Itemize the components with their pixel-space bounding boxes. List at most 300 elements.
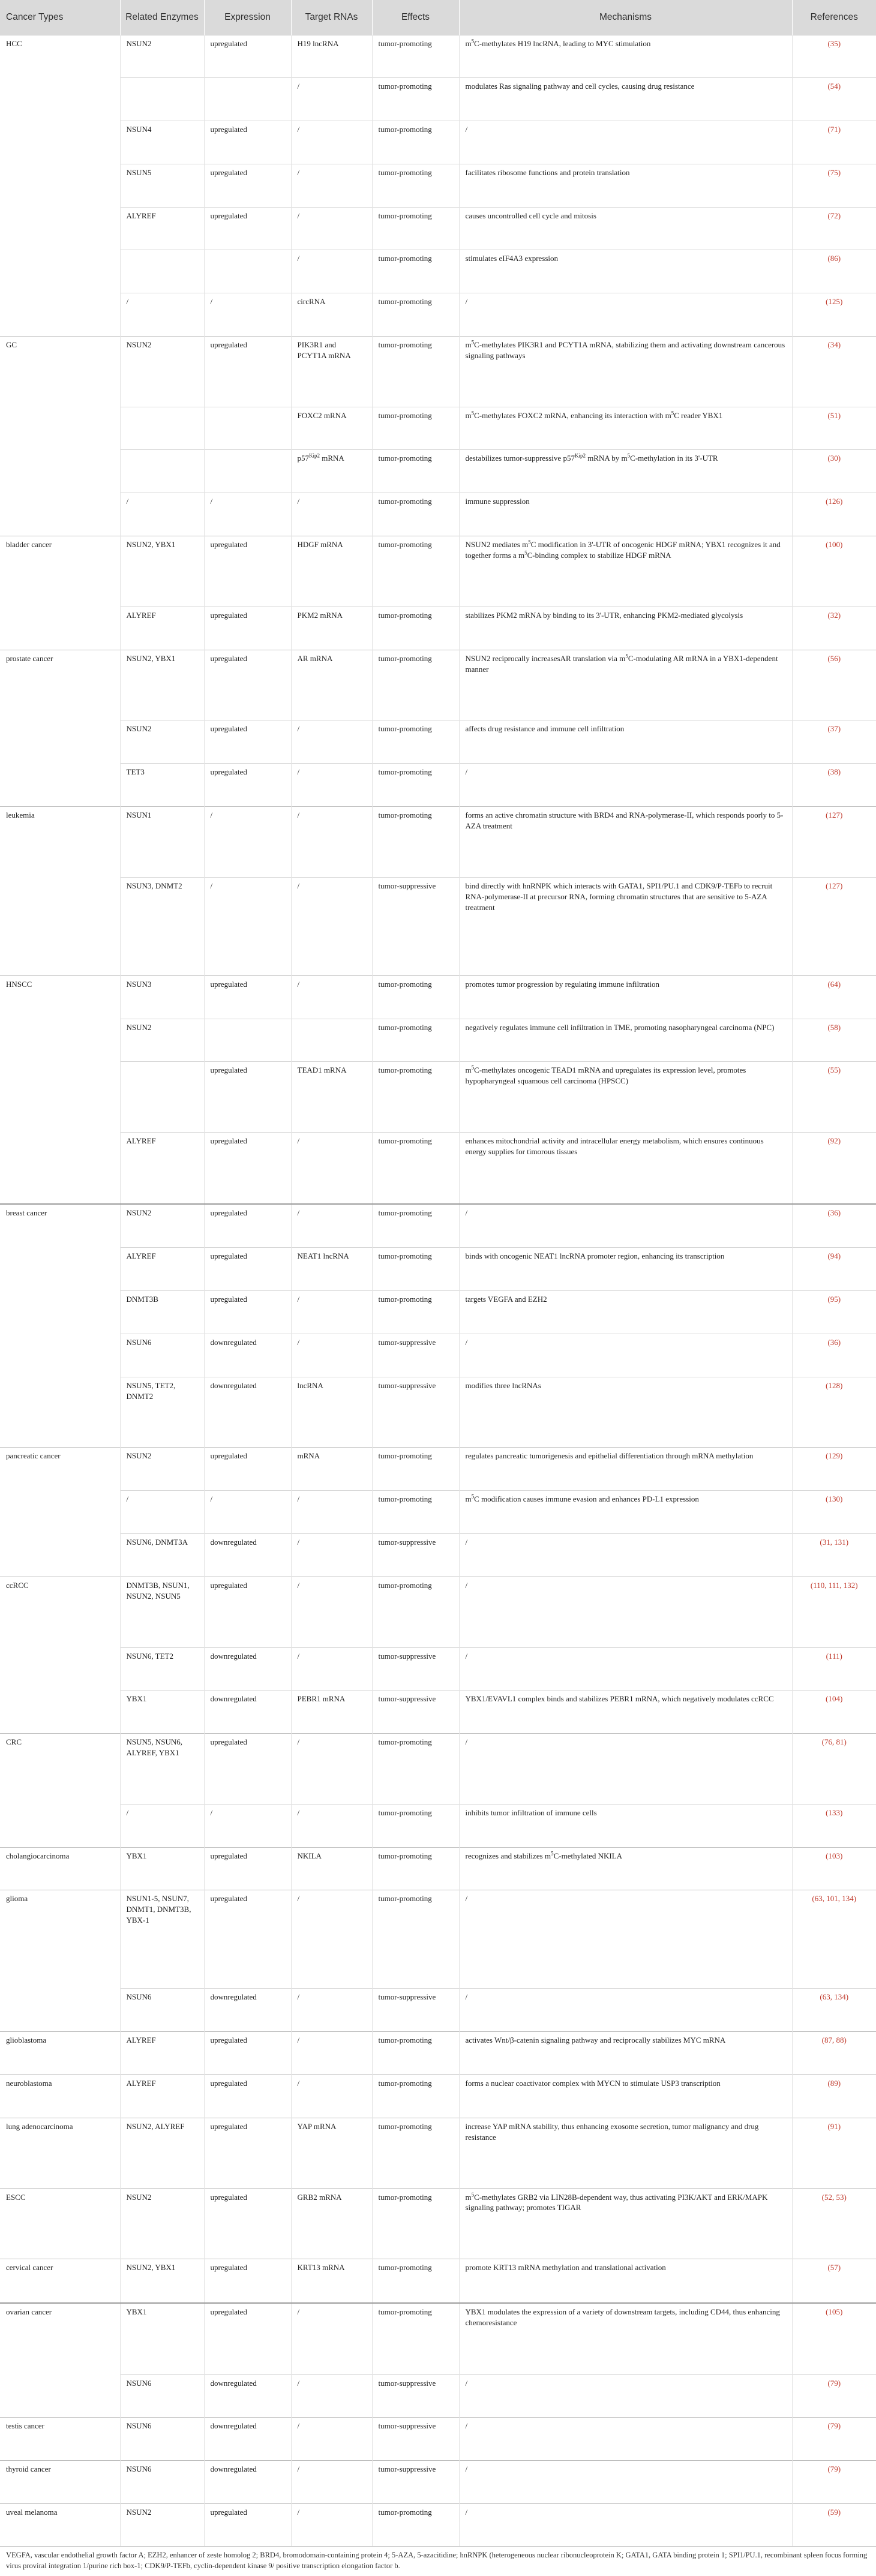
cell-references[interactable]: (94): [792, 1248, 876, 1291]
cell-expression: upregulated: [204, 764, 291, 807]
cell-target-rnas: /: [291, 2074, 372, 2118]
cell-target-rnas: NKILA: [291, 1847, 372, 1890]
cell-cancer-type: cholangiocarcinoma: [0, 1847, 120, 1890]
cell-related-enzymes: [120, 1062, 204, 1133]
cell-effects: tumor-promoting: [372, 207, 459, 250]
cell-target-rnas: /: [291, 1647, 372, 1691]
table-row: [0, 1204, 876, 1248]
cell-expression: upregulated: [204, 975, 291, 1019]
cell-references[interactable]: (79): [792, 2418, 876, 2461]
cell-related-enzymes: TET3: [120, 764, 204, 807]
table-row: [0, 1448, 876, 1491]
cell-mechanisms: /: [459, 764, 792, 807]
cell-expression: upregulated: [204, 1248, 291, 1291]
cell-mechanisms: /: [459, 2461, 792, 2504]
cell-expression: upregulated: [204, 1291, 291, 1334]
cell-references[interactable]: (128): [792, 1377, 876, 1448]
cell-mechanisms: binds with oncogenic NEAT1 lncRNA promoter region, enhancing its transcription: [459, 1248, 792, 1291]
cell-related-enzymes: ALYREF: [120, 1133, 204, 1204]
cell-target-rnas: /: [291, 1204, 372, 1248]
cell-effects: tumor-promoting: [372, 1133, 459, 1204]
cell-target-rnas: [291, 1019, 372, 1062]
cell-expression: upregulated: [204, 607, 291, 650]
cell-target-rnas: /: [291, 1133, 372, 1204]
cell-expression: upregulated: [204, 1890, 291, 1989]
table-row: [0, 207, 876, 250]
table-row: [0, 1062, 876, 1133]
table-row: [0, 1248, 876, 1291]
cell-expression: [204, 450, 291, 493]
cell-references[interactable]: (72): [792, 207, 876, 250]
cell-references[interactable]: (38): [792, 764, 876, 807]
cell-references[interactable]: (36): [792, 1204, 876, 1248]
col-header-target-rnas: Target RNAs: [291, 0, 372, 35]
cell-related-enzymes: [120, 250, 204, 293]
table-row: [0, 1291, 876, 1334]
cell-related-enzymes: ALYREF: [120, 2032, 204, 2075]
cell-references[interactable]: (34): [792, 336, 876, 407]
table-row: [0, 650, 876, 720]
cell-cancer-type: breast cancer: [0, 1204, 120, 1448]
table-row: [0, 2032, 876, 2075]
cell-expression: upregulated: [204, 1847, 291, 1890]
cell-target-rnas: /: [291, 2374, 372, 2418]
cell-target-rnas: GRB2 mRNA: [291, 2188, 372, 2259]
table-row: [0, 806, 876, 877]
cell-effects: tumor-promoting: [372, 35, 459, 78]
cell-effects: tumor-suppressive: [372, 2374, 459, 2418]
cell-mechanisms: causes uncontrolled cell cycle and mitosis: [459, 207, 792, 250]
cell-references[interactable]: (92): [792, 1133, 876, 1204]
cell-effects: tumor-suppressive: [372, 877, 459, 975]
cell-references[interactable]: (51): [792, 407, 876, 450]
cell-references[interactable]: (79): [792, 2461, 876, 2504]
cell-cancer-type: CRC: [0, 1734, 120, 1848]
table-row: [0, 2461, 876, 2504]
cell-cancer-type: ESCC: [0, 2188, 120, 2259]
cell-related-enzymes: NSUN2: [120, 2188, 204, 2259]
table-row: [0, 1533, 876, 1577]
cell-references[interactable]: (63, 101, 134): [792, 1890, 876, 1989]
cell-related-enzymes: NSUN2: [120, 35, 204, 78]
cell-mechanisms: /: [459, 293, 792, 337]
cell-references[interactable]: (126): [792, 493, 876, 536]
cell-references[interactable]: (64): [792, 975, 876, 1019]
cell-references[interactable]: (55): [792, 1062, 876, 1133]
cell-mechanisms: negatively regulates immune cell infiltration in TME, promoting nasopharyngeal carcinoma (NPC): [459, 1019, 792, 1062]
cell-references[interactable]: (52, 53): [792, 2188, 876, 2259]
cell-references[interactable]: (54): [792, 78, 876, 121]
cell-mechanisms: /: [459, 2418, 792, 2461]
cell-expression: upregulated: [204, 720, 291, 764]
table-row: [0, 336, 876, 407]
cell-cancer-type: lung adenocarcinoma: [0, 2118, 120, 2188]
cell-related-enzymes: NSUN6, DNMT3A: [120, 1533, 204, 1577]
cell-target-rnas: FOXC2 mRNA: [291, 407, 372, 450]
table-row: [0, 2259, 876, 2303]
cell-expression: upregulated: [204, 2259, 291, 2303]
cell-related-enzymes: ALYREF: [120, 207, 204, 250]
cell-mechanisms: increase YAP mRNA stability, thus enhancing exosome secretion, tumor malignancy and drug resistance: [459, 2118, 792, 2188]
cell-references[interactable]: (63, 134): [792, 1989, 876, 2032]
cell-target-rnas: AR mRNA: [291, 650, 372, 720]
table-row: [0, 607, 876, 650]
table-header: [0, 0, 876, 35]
cell-references[interactable]: (86): [792, 250, 876, 293]
cell-effects: tumor-promoting: [372, 536, 459, 607]
table-row: [0, 493, 876, 536]
cell-references[interactable]: (133): [792, 1804, 876, 1847]
table-row: [0, 1334, 876, 1377]
cell-effects: tumor-promoting: [372, 1248, 459, 1291]
cell-related-enzymes: NSUN5: [120, 164, 204, 207]
cell-references[interactable]: (71): [792, 121, 876, 164]
cell-mechanisms: $m^5C$-methylates FOXC2 mRNA, enhancing its interaction with $m^5C$ reader YBX1: [459, 407, 792, 450]
cell-related-enzymes: YBX1: [120, 1691, 204, 1734]
cell-mechanisms: YBX1/EVAVL1 complex binds and stabilizes PEBR1 mRNA, which negatively modulates ccRCC: [459, 1691, 792, 1734]
cell-related-enzymes: NSUN2: [120, 336, 204, 407]
cell-effects: tumor-promoting: [372, 2503, 459, 2546]
cell-expression: downregulated: [204, 1691, 291, 1734]
cell-references[interactable]: (89): [792, 2074, 876, 2118]
cell-cancer-type: testis cancer: [0, 2418, 120, 2461]
table-row: [0, 2303, 876, 2374]
cell-references[interactable]: (91): [792, 2118, 876, 2188]
cell-target-rnas: /: [291, 2503, 372, 2546]
cell-related-enzymes: DNMT3B, NSUN1, NSUN2, NSUN5: [120, 1577, 204, 1647]
cell-effects: tumor-suppressive: [372, 1533, 459, 1577]
cell-cancer-type: ccRCC: [0, 1577, 120, 1733]
cell-effects: tumor-promoting: [372, 720, 459, 764]
cell-related-enzymes: /: [120, 1804, 204, 1847]
cell-expression: upregulated: [204, 1133, 291, 1204]
cell-related-enzymes: NSUN6: [120, 2461, 204, 2504]
table-row: [0, 1019, 876, 1062]
cell-references[interactable]: (57): [792, 2259, 876, 2303]
cell-target-rnas: HDGF mRNA: [291, 536, 372, 607]
cell-expression: [204, 250, 291, 293]
cell-target-rnas: /: [291, 1334, 372, 1377]
cell-effects: tumor-suppressive: [372, 1989, 459, 2032]
cell-effects: tumor-promoting: [372, 1804, 459, 1847]
cell-references[interactable]: (30): [792, 450, 876, 493]
cell-target-rnas: H19 lncRNA: [291, 35, 372, 78]
cell-target-rnas: /: [291, 121, 372, 164]
table-row: [0, 1491, 876, 1534]
table-row: [0, 250, 876, 293]
cell-target-rnas: NEAT1 lncRNA: [291, 1248, 372, 1291]
cell-target-rnas: KRT13 mRNA: [291, 2259, 372, 2303]
cell-effects: tumor-promoting: [372, 250, 459, 293]
cell-references[interactable]: (95): [792, 1291, 876, 1334]
cell-target-rnas: /: [291, 78, 372, 121]
cell-target-rnas: /: [291, 1890, 372, 1989]
cell-related-enzymes: NSUN4: [120, 121, 204, 164]
cell-references[interactable]: (127): [792, 806, 876, 877]
cell-related-enzymes: NSUN2: [120, 1019, 204, 1062]
cell-related-enzymes: /: [120, 493, 204, 536]
cell-target-rnas: /: [291, 1804, 372, 1847]
cell-mechanisms: activates Wnt/β-catenin signaling pathway and reciprocally stabilizes MYC mRNA: [459, 2032, 792, 2075]
cell-related-enzymes: /: [120, 1491, 204, 1534]
cell-mechanisms: promotes tumor progression by regulating immune infiltration: [459, 975, 792, 1019]
cell-target-rnas: /: [291, 2461, 372, 2504]
cell-references[interactable]: (130): [792, 1491, 876, 1534]
cell-target-rnas: PIK3R1 and PCYT1A mRNA: [291, 336, 372, 407]
cell-expression: [204, 1019, 291, 1062]
cell-mechanisms: forms a nuclear coactivator complex with MYCN to stimulate USP3 transcription: [459, 2074, 792, 2118]
table-row: [0, 764, 876, 807]
table-row: [0, 877, 876, 975]
cell-effects: tumor-suppressive: [372, 1377, 459, 1448]
table-row: [0, 2418, 876, 2461]
cell-effects: tumor-promoting: [372, 2188, 459, 2259]
cell-target-rnas: TEAD1 mRNA: [291, 1062, 372, 1133]
table-row: [0, 1133, 876, 1204]
cell-expression: upregulated: [204, 1734, 291, 1805]
cell-expression: upregulated: [204, 2074, 291, 2118]
cell-expression: /: [204, 1804, 291, 1847]
cell-target-rnas: /: [291, 764, 372, 807]
cell-effects: tumor-suppressive: [372, 1647, 459, 1691]
cell-target-rnas: /: [291, 1491, 372, 1534]
cell-expression: /: [204, 493, 291, 536]
cell-related-enzymes: ALYREF: [120, 1248, 204, 1291]
cell-effects: tumor-promoting: [372, 607, 459, 650]
cell-target-rnas: /: [291, 1734, 372, 1805]
cell-effects: tumor-promoting: [372, 1734, 459, 1805]
cell-mechanisms: $m^5C$-methylates GRB2 via LIN28B-dependent way, thus activating PI3K/AKT and ERK/MAPK signaling pathway; promotes TIGAR: [459, 2188, 792, 2259]
cell-effects: tumor-promoting: [372, 1062, 459, 1133]
cell-effects: tumor-promoting: [372, 2259, 459, 2303]
cell-target-rnas: /: [291, 493, 372, 536]
cell-expression: upregulated: [204, 164, 291, 207]
cell-related-enzymes: NSUN2: [120, 1204, 204, 1248]
cell-effects: tumor-promoting: [372, 2032, 459, 2075]
cell-expression: upregulated: [204, 336, 291, 407]
cell-related-enzymes: DNMT3B: [120, 1291, 204, 1334]
col-header-expression: Expression: [204, 0, 291, 35]
cell-effects: tumor-suppressive: [372, 2461, 459, 2504]
table-row: [0, 1577, 876, 1647]
cell-mechanisms: targets VEGFA and EZH2: [459, 1291, 792, 1334]
cell-cancer-type: cervical cancer: [0, 2259, 120, 2303]
table-row: [0, 1847, 876, 1890]
cell-effects: tumor-promoting: [372, 1847, 459, 1890]
cell-related-enzymes: NSUN2, ALYREF: [120, 2118, 204, 2188]
cell-references[interactable]: (32): [792, 607, 876, 650]
cell-expression: upregulated: [204, 2303, 291, 2374]
table-row: [0, 121, 876, 164]
cell-mechanisms: /: [459, 1989, 792, 2032]
cell-effects: tumor-promoting: [372, 1291, 459, 1334]
cell-related-enzymes: [120, 407, 204, 450]
cell-expression: [204, 407, 291, 450]
cell-mechanisms: regulates pancreatic tumorigenesis and epithelial differentiation through mRNA methylation: [459, 1448, 792, 1491]
col-header-references: References: [792, 0, 876, 35]
cell-references[interactable]: (129): [792, 1448, 876, 1491]
cell-effects: tumor-suppressive: [372, 1334, 459, 1377]
cell-mechanisms: enhances mitochondrial activity and intracellular energy metabolism, which ensures continuous energy supplies for timorous tissues: [459, 1133, 792, 1204]
cell-cancer-type: bladder cancer: [0, 536, 120, 650]
cell-effects: tumor-promoting: [372, 806, 459, 877]
cell-mechanisms: /: [459, 1890, 792, 1989]
cell-effects: tumor-promoting: [372, 1577, 459, 1647]
cell-related-enzymes: [120, 78, 204, 121]
table-body: [0, 35, 876, 2546]
table-row: [0, 1647, 876, 1691]
cell-related-enzymes: NSUN6, TET2: [120, 1647, 204, 1691]
cell-references[interactable]: (111): [792, 1647, 876, 1691]
cell-related-enzymes: NSUN6: [120, 1989, 204, 2032]
cell-effects: tumor-promoting: [372, 2074, 459, 2118]
cell-cancer-type: thyroid cancer: [0, 2461, 120, 2504]
cell-related-enzymes: YBX1: [120, 2303, 204, 2374]
cell-references[interactable]: (31, 131): [792, 1533, 876, 1577]
cell-effects: tumor-promoting: [372, 1491, 459, 1534]
cell-mechanisms: NSUN2 mediates $m^5C$ modification in 3'-UTR of oncogenic HDGF mRNA; YBX1 recognizes it and together forms a $m^5C$-binding complex to stabilize HDGF mRNA: [459, 536, 792, 607]
cell-references[interactable]: (76, 81): [792, 1734, 876, 1805]
cell-expression: upregulated: [204, 1062, 291, 1133]
cell-target-rnas: YAP mRNA: [291, 2118, 372, 2188]
cell-effects: tumor-promoting: [372, 1204, 459, 1248]
cell-mechanisms: $m^5C$-methylates H19 lncRNA, leading to MYC stimulation: [459, 35, 792, 78]
table-row: [0, 450, 876, 493]
cell-references[interactable]: (35): [792, 35, 876, 78]
cell-related-enzymes: NSUN5, NSUN6, ALYREF, YBX1: [120, 1734, 204, 1805]
cell-references[interactable]: (103): [792, 1847, 876, 1890]
cell-mechanisms: stimulates eIF4A3 expression: [459, 250, 792, 293]
cell-cancer-type: uveal melanoma: [0, 2503, 120, 2546]
cell-cancer-type: prostate cancer: [0, 650, 120, 806]
cell-references[interactable]: (79): [792, 2374, 876, 2418]
table-row: [0, 536, 876, 607]
cell-mechanisms: promote KRT13 mRNA methylation and translational activation: [459, 2259, 792, 2303]
cell-effects: tumor-suppressive: [372, 1691, 459, 1734]
cell-references[interactable]: (58): [792, 1019, 876, 1062]
cell-effects: tumor-promoting: [372, 78, 459, 121]
cell-cancer-type: HCC: [0, 35, 120, 336]
cell-target-rnas: circRNA: [291, 293, 372, 337]
cell-related-enzymes: NSUN2, YBX1: [120, 536, 204, 607]
cell-target-rnas: $p57^{Kip2}$ mRNA: [291, 450, 372, 493]
cell-mechanisms: modulates Ras signaling pathway and cell cycles, causing drug resistance: [459, 78, 792, 121]
cell-references[interactable]: (56): [792, 650, 876, 720]
cell-mechanisms: forms an active chromatin structure with BRD4 and RNA-polymerase-II, which responds poorly to 5-AZA treatment: [459, 806, 792, 877]
cell-target-rnas: /: [291, 2303, 372, 2374]
cell-related-enzymes: NSUN2: [120, 1448, 204, 1491]
table-row: [0, 35, 876, 78]
cell-mechanisms: $m^5C$-methylates PIK3R1 and PCYT1A mRNA, stabilizing them and activating downstream cancerous signaling pathways: [459, 336, 792, 407]
cell-effects: tumor-promoting: [372, 650, 459, 720]
cell-references[interactable]: (36): [792, 1334, 876, 1377]
cell-related-enzymes: NSUN2, YBX1: [120, 2259, 204, 2303]
table-row: [0, 2074, 876, 2118]
cell-related-enzymes: NSUN5, TET2, DNMT2: [120, 1377, 204, 1448]
table-row: [0, 975, 876, 1019]
cell-mechanisms: /: [459, 2374, 792, 2418]
cell-mechanisms: /: [459, 1204, 792, 1248]
cell-target-rnas: /: [291, 720, 372, 764]
cell-cancer-type: HNSCC: [0, 975, 120, 1204]
cell-references[interactable]: (127): [792, 877, 876, 975]
cell-target-rnas: /: [291, 1989, 372, 2032]
cell-target-rnas: /: [291, 2418, 372, 2461]
cell-related-enzymes: NSUN2: [120, 2503, 204, 2546]
cell-expression: [204, 78, 291, 121]
cell-target-rnas: PEBR1 mRNA: [291, 1691, 372, 1734]
cell-references[interactable]: (110, 111, 132): [792, 1577, 876, 1647]
table-row: [0, 2374, 876, 2418]
cell-related-enzymes: YBX1: [120, 1847, 204, 1890]
cell-effects: tumor-promoting: [372, 1448, 459, 1491]
cell-target-rnas: /: [291, 1291, 372, 1334]
cell-mechanisms: facilitates ribosome functions and protein translation: [459, 164, 792, 207]
cell-expression: downregulated: [204, 2418, 291, 2461]
cell-target-rnas: /: [291, 250, 372, 293]
cell-expression: upregulated: [204, 121, 291, 164]
cell-mechanisms: immune suppression: [459, 493, 792, 536]
cell-cancer-type: leukemia: [0, 806, 120, 975]
cell-related-enzymes: NSUN3: [120, 975, 204, 1019]
cell-expression: upregulated: [204, 207, 291, 250]
cell-mechanisms: /: [459, 121, 792, 164]
cell-effects: tumor-promoting: [372, 2118, 459, 2188]
cell-references[interactable]: (59): [792, 2503, 876, 2546]
cell-expression: /: [204, 877, 291, 975]
cell-mechanisms: $m^5C$ modification causes immune evasion and enhances PD-L1 expression: [459, 1491, 792, 1534]
cell-effects: tumor-promoting: [372, 293, 459, 337]
col-header-related-enzymes: Related Enzymes: [120, 0, 204, 35]
cell-references[interactable]: (100): [792, 536, 876, 607]
cell-related-enzymes: NSUN6: [120, 2418, 204, 2461]
cell-references[interactable]: (105): [792, 2303, 876, 2374]
cell-cancer-type: glioblastoma: [0, 2032, 120, 2075]
cell-references[interactable]: (125): [792, 293, 876, 337]
cell-related-enzymes: NSUN6: [120, 2374, 204, 2418]
table-row: [0, 1804, 876, 1847]
cell-mechanisms: stabilizes PKM2 mRNA by binding to its 3'-UTR, enhancing PKM2-mediated glycolysis: [459, 607, 792, 650]
cell-mechanisms: NSUN2 reciprocally increasesAR translation via $m^5C$-modulating AR mRNA in a YBX1-dependent manner: [459, 650, 792, 720]
cell-references[interactable]: (104): [792, 1691, 876, 1734]
cell-expression: downregulated: [204, 2461, 291, 2504]
cell-related-enzymes: NSUN1-5, NSUN7, DNMT1, DNMT3B, YBX-1: [120, 1890, 204, 1989]
col-header-mechanisms: Mechanisms: [459, 0, 792, 35]
cell-effects: tumor-promoting: [372, 2303, 459, 2374]
cell-target-rnas: /: [291, 164, 372, 207]
cell-target-rnas: /: [291, 1533, 372, 1577]
table-row: [0, 1691, 876, 1734]
cell-expression: /: [204, 293, 291, 337]
cell-expression: downregulated: [204, 1989, 291, 2032]
cell-related-enzymes: ALYREF: [120, 607, 204, 650]
cell-references[interactable]: (37): [792, 720, 876, 764]
cell-mechanisms: /: [459, 1533, 792, 1577]
table-row: [0, 164, 876, 207]
cell-references[interactable]: (75): [792, 164, 876, 207]
table-row: [0, 78, 876, 121]
cell-mechanisms: recognizes and stabilizes $m^5C$-methylated NKILA: [459, 1847, 792, 1890]
cell-cancer-type: pancreatic cancer: [0, 1448, 120, 1577]
cell-target-rnas: /: [291, 806, 372, 877]
cell-mechanisms: bind directly with hnRNPK which interacts with GATA1, SPI1/PU.1 and CDK9/P-TEFb to recruit RNA-polymerase-II at precursor RNA, forming chromatin structures that are sensitive to 5-AZA treatment: [459, 877, 792, 975]
cell-target-rnas: /: [291, 877, 372, 975]
cell-related-enzymes: NSUN3, DNMT2: [120, 877, 204, 975]
cell-effects: tumor-promoting: [372, 336, 459, 407]
cell-references[interactable]: (87, 88): [792, 2032, 876, 2075]
cell-mechanisms: affects drug resistance and immune cell infiltration: [459, 720, 792, 764]
cell-related-enzymes: [120, 450, 204, 493]
